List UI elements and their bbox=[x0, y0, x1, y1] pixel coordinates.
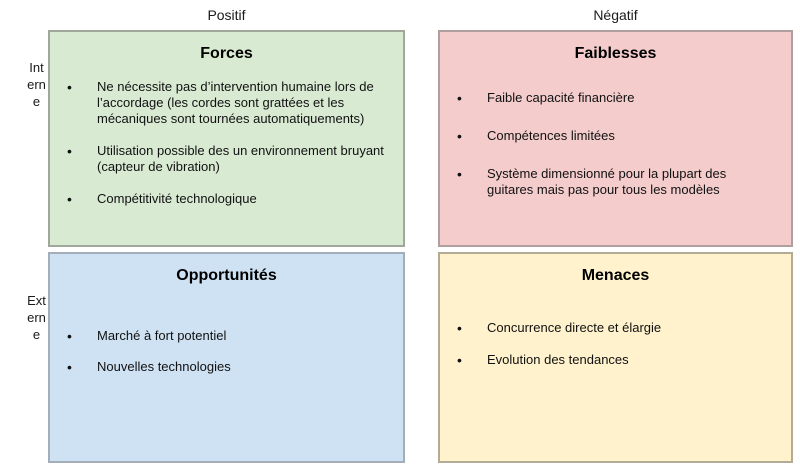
quadrant-threats-title: Menaces bbox=[581, 267, 650, 284]
weaknesses-list bbox=[440, 90, 791, 198]
quadrant-opportunities-title: Opportunités bbox=[176, 267, 277, 284]
list-item bbox=[457, 320, 781, 336]
list-item bbox=[457, 352, 781, 368]
bullet-icon: • bbox=[457, 352, 462, 368]
strengths-list bbox=[50, 79, 403, 207]
quadrant-strengths bbox=[48, 30, 405, 247]
column-header-positif: Positif bbox=[207, 7, 246, 23]
list-item bbox=[67, 328, 393, 344]
list-item-text: Concurrence directe et élargie bbox=[487, 320, 662, 335]
column-header-negatif: Négatif bbox=[593, 7, 638, 23]
quadrant-weaknesses-title: Faiblesses bbox=[574, 45, 657, 62]
row-label-interne: Interne bbox=[27, 60, 46, 109]
quadrant-strengths-title: Forces bbox=[200, 45, 253, 62]
bullet-icon: • bbox=[67, 79, 72, 95]
row-label-externe: Externe bbox=[27, 293, 46, 342]
bullet-icon: • bbox=[67, 328, 72, 344]
list-item-text: Compétitivité technologique bbox=[97, 191, 257, 206]
list-item-text: Nouvelles technologies bbox=[97, 359, 231, 374]
list-item-text: Utilisation possible des un environnement bruyant (capteur de vibration) bbox=[97, 143, 384, 174]
list-item bbox=[67, 359, 393, 375]
list-item-text: Compétences limitées bbox=[487, 128, 615, 143]
list-item bbox=[67, 79, 393, 127]
list-item bbox=[457, 128, 781, 144]
bullet-icon: • bbox=[67, 143, 72, 159]
list-item-text: Système dimensionné pour la plupart des guitares mais pas pour tous les modèles bbox=[487, 166, 727, 197]
bullet-icon: • bbox=[457, 166, 462, 182]
bullet-icon: • bbox=[457, 320, 462, 336]
list-item bbox=[457, 166, 781, 198]
threats-list bbox=[440, 320, 791, 368]
bullet-icon: • bbox=[67, 359, 72, 375]
quadrant-opportunities bbox=[48, 252, 405, 463]
bullet-icon: • bbox=[67, 191, 72, 207]
list-item bbox=[457, 90, 781, 106]
list-item-text: Ne nécessite pas d’intervention humaine lors de l’accordage (les cordes sont grattées et les mécaniques sont tournées automatiquements) bbox=[97, 79, 374, 126]
quadrant-weaknesses bbox=[438, 30, 793, 247]
opportunities-list bbox=[50, 328, 403, 375]
bullet-icon: • bbox=[457, 128, 462, 144]
quadrant-threats bbox=[438, 252, 793, 463]
list-item bbox=[67, 143, 393, 175]
list-item-text: Faible capacité financière bbox=[487, 90, 635, 105]
list-item-text: Marché à fort potentiel bbox=[97, 328, 227, 343]
bullet-icon: • bbox=[457, 90, 462, 106]
list-item-text: Evolution des tendances bbox=[487, 352, 629, 367]
list-item bbox=[67, 191, 393, 207]
